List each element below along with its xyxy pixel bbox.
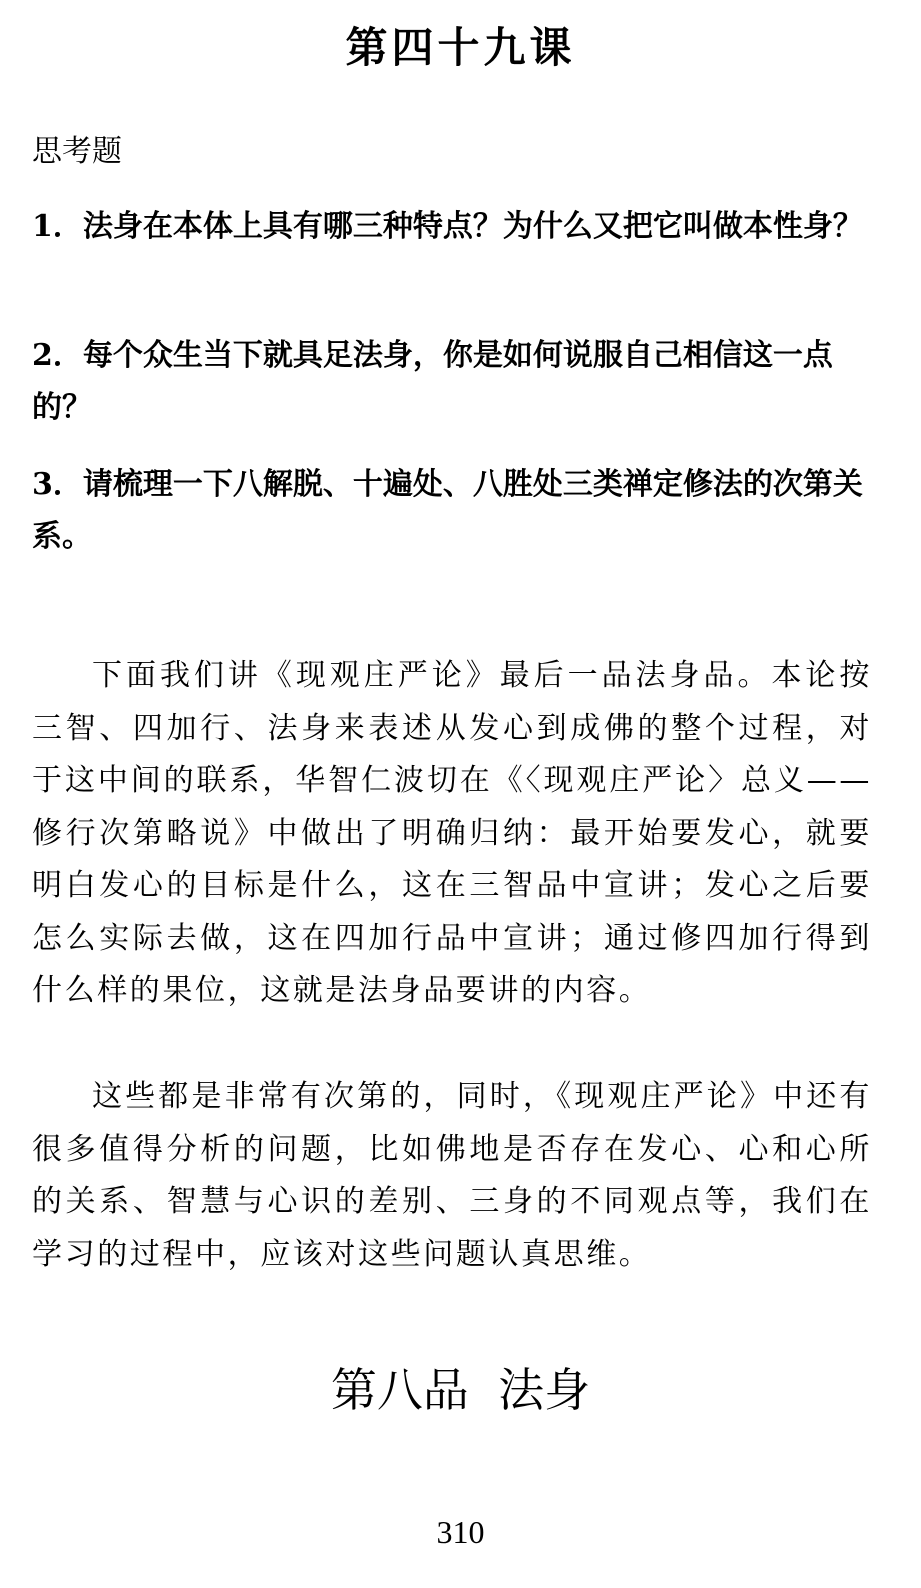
question-item-1: 1．法身在本体上具有哪三种特点？为什么又把它叫做本性身？: [32, 209, 863, 244]
lesson-title: 第四十九课: [345, 23, 576, 72]
body-paragraph-1-block: [32, 650, 872, 1018]
question-item-3: 3．请梳理一下八解脱、十遍处、八胜处三类禅定修法的次第关系。: [32, 467, 863, 554]
page-number: 310: [436, 1514, 485, 1550]
body-paragraph-2: 这些都是非常有次第的，同时，《现观庄严论》中还有很多值得分析的问题，比如佛地是否存在发心、心和心所的关系、智慧与心识的差别、三身的不同观点等，我们在学习的过程中，应该对这些问题认真思维。: [32, 1079, 872, 1272]
questions-heading: 思考题: [32, 134, 122, 169]
question-item-2: 2．每个众生当下就具足法身，你是如何说服自己相信这一点的？: [32, 338, 833, 425]
body-paragraph-2-block: [32, 1071, 872, 1281]
chapter-title: 第八品 法身: [330, 1363, 591, 1417]
body-paragraph-1: 下面我们讲《现观庄严论》最后一品法身品。本论按三智、四加行、法身来表述从发心到成佛的整个过程，对于这中间的联系，华智仁波切在《〈现观庄严论〉总义——修行次第略说》中做出了明确归纳：最开始要发心，就要明白发心的目标是什么，这在三智品中宣讲；发心之后要怎么实际去做，这在四加行品中宣讲；通过修四加行得到什么样的果位，这就是法身品要讲的内容。: [32, 658, 872, 1008]
